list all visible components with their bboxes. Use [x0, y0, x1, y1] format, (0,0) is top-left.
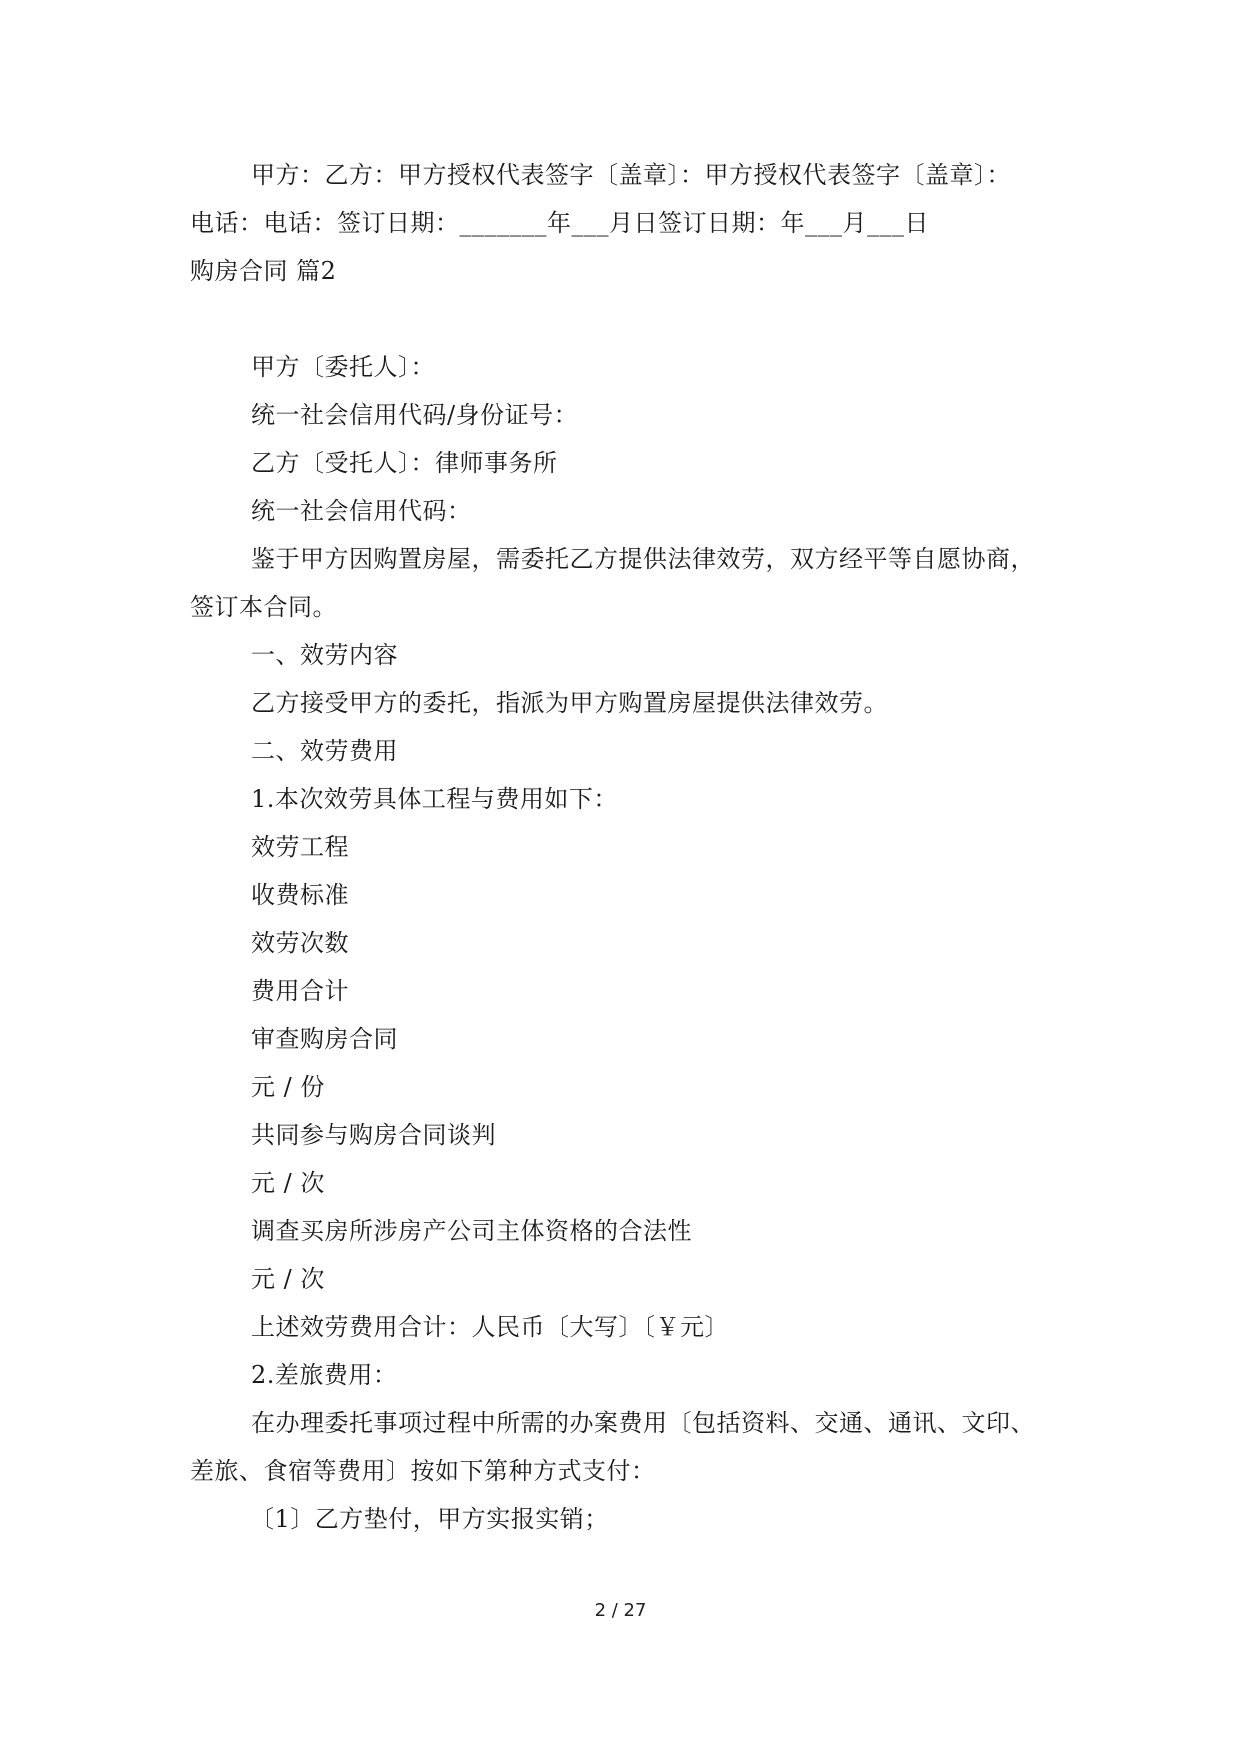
credit-code-id-line: 统一社会信用代码/身份证号： [251, 401, 579, 429]
paragraph-line: 鉴于甲方因购置房屋，需委托乙方提供法律效劳，双方经平等自愿协商， [251, 545, 1035, 573]
phone-date-line: 电话：电话：签订日期：_______年___月日签订日期：年___月___日 [190, 209, 929, 237]
paragraph-line: 乙方接受甲方的委托，指派为甲方购置房屋提供法律效劳。 [251, 689, 888, 717]
paragraph-line: 签订本合同。 [190, 593, 337, 621]
table-cell: 元 / 次 [251, 1265, 325, 1293]
paragraph-line: 差旅、食宿等费用〕按如下第种方式支付： [190, 1457, 656, 1485]
paragraph-line: 在办理委托事项过程中所需的办案费用〔包括资料、交通、通讯、文印、 [251, 1409, 1035, 1437]
table-cell: 共同参与购房合同谈判 [251, 1121, 496, 1149]
paragraph-line: 上述效劳费用合计：人民币〔大写〕〔￥元〕 [251, 1313, 729, 1341]
clause-heading: 二、效劳费用 [251, 737, 398, 765]
party-b-line: 乙方〔受托人〕：律师事务所 [251, 449, 558, 477]
signature-line: 甲方：乙方：甲方授权代表签字〔盖章〕：甲方授权代表签字〔盖章〕： [251, 161, 1011, 189]
table-cell: 费用合计 [251, 977, 349, 1005]
credit-code-line: 统一社会信用代码： [251, 497, 472, 525]
paragraph-line: 〔1〕乙方垫付，甲方实报实销； [250, 1505, 609, 1533]
table-cell: 元 / 份 [251, 1073, 325, 1101]
party-a-line: 甲方〔委托人〕： [251, 353, 435, 381]
table-cell: 审查购房合同 [251, 1025, 398, 1053]
table-cell: 收费标准 [251, 881, 349, 909]
section-heading: 购房合同 篇2 [190, 257, 337, 285]
table-cell: 效劳次数 [251, 929, 349, 957]
table-cell: 调查买房所涉房产公司主体资格的合法性 [251, 1217, 692, 1245]
table-cell: 元 / 次 [251, 1169, 325, 1197]
page-number: 2 / 27 [594, 1600, 647, 1621]
table-cell: 效劳工程 [251, 833, 349, 861]
clause-heading: 一、效劳内容 [251, 641, 398, 669]
paragraph-line: 1.本次效劳具体工程与费用如下： [251, 785, 618, 813]
paragraph-line: 2.差旅费用： [251, 1361, 398, 1389]
